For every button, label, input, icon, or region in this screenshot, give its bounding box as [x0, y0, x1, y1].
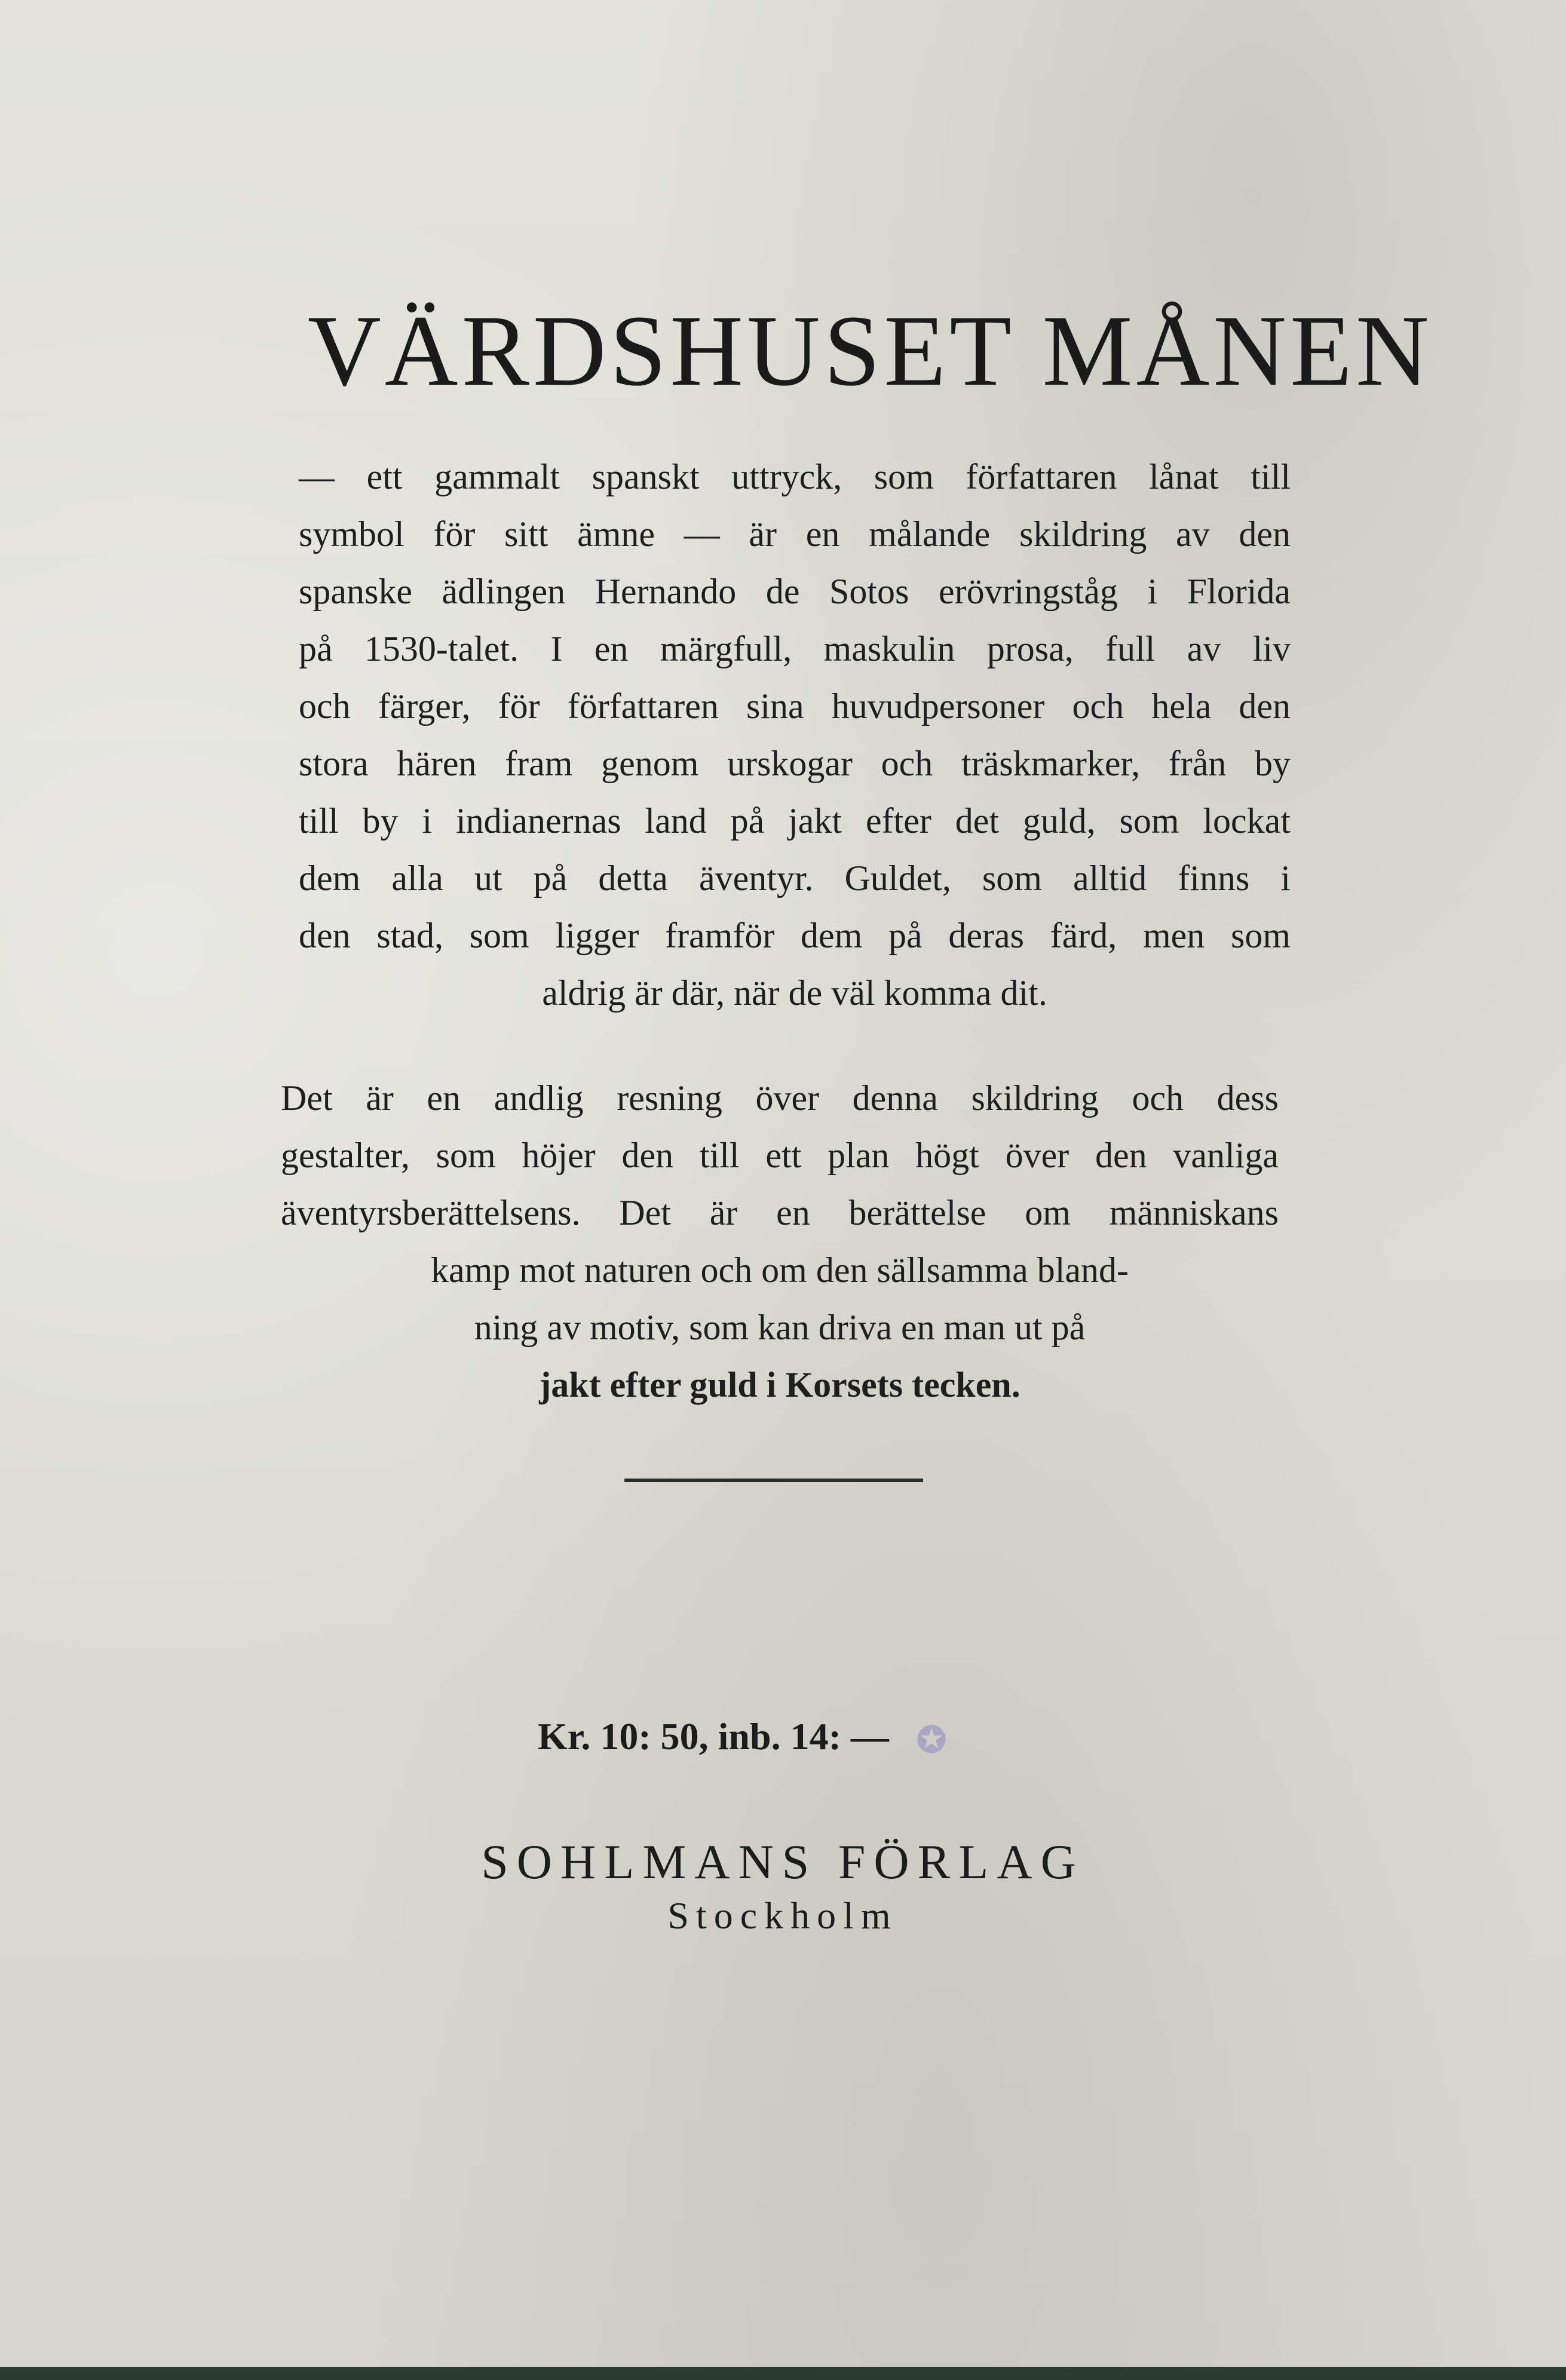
paragraph-line: kamp mot naturen och om den sällsamma bland-: [430, 1250, 1129, 1290]
paragraph-line: symbol för sitt ämne — är en målande skildring av den: [299, 514, 1291, 554]
paragraph-line: till by i indianernas land på jakt efter det guld, som lockat: [299, 801, 1291, 841]
paragraph-line: ning av motiv, som kan driva en man ut på: [474, 1308, 1086, 1347]
price-text: Kr. 10: 50, inb. 14: —: [538, 1715, 889, 1758]
paragraph-line: spanske ädlingen Hernando de Sotos erövringståg i Florida: [299, 572, 1291, 611]
paragraph-line: Det är en andlig resning över denna skildring och dess: [281, 1078, 1279, 1118]
horizontal-rule: [624, 1479, 923, 1482]
publisher-name: SOHLMANS FÖRLAG: [481, 1835, 1084, 1889]
paragraph-line: den stad, som ligger framför dem på deras färd, men som: [299, 916, 1291, 955]
paragraph-line: på 1530-talet. I en märgfull, maskulin prosa, full av liv: [299, 629, 1291, 668]
description-paragraph-2: [281, 1069, 1279, 1413]
paragraph-line: äventyrsberättelsens. Det är en berättelse om människans: [281, 1193, 1279, 1232]
book-title: VÄRDSHUSET MÅNEN: [308, 295, 1433, 407]
description-paragraph-1: [299, 448, 1291, 1022]
paragraph-line: gestalter, som höjer den till ett plan högt över den vanliga: [281, 1136, 1279, 1175]
paragraph-line: aldrig är där, när de väl komma dit.: [542, 973, 1047, 1013]
star-stamp-icon: ✪: [916, 1720, 947, 1761]
price-line: [538, 1715, 1028, 1761]
paragraph-line: stora hären fram genom urskogar och träskmarker, från by: [299, 744, 1291, 783]
publisher-city: Stockholm: [667, 1894, 898, 1937]
paragraph-line: och färger, för författaren sina huvudpersoner och hela den: [299, 686, 1291, 726]
cover-bottom-edge: [0, 2367, 1566, 2380]
paragraph-line: — ett gammalt spanskt uttryck, som författaren lånat till: [299, 457, 1291, 496]
paragraph-closing-line: jakt efter guld i Korsets tecken.: [539, 1365, 1020, 1404]
paragraph-line: dem alla ut på detta äventyr. Guldet, som alltid finns i: [299, 858, 1291, 898]
